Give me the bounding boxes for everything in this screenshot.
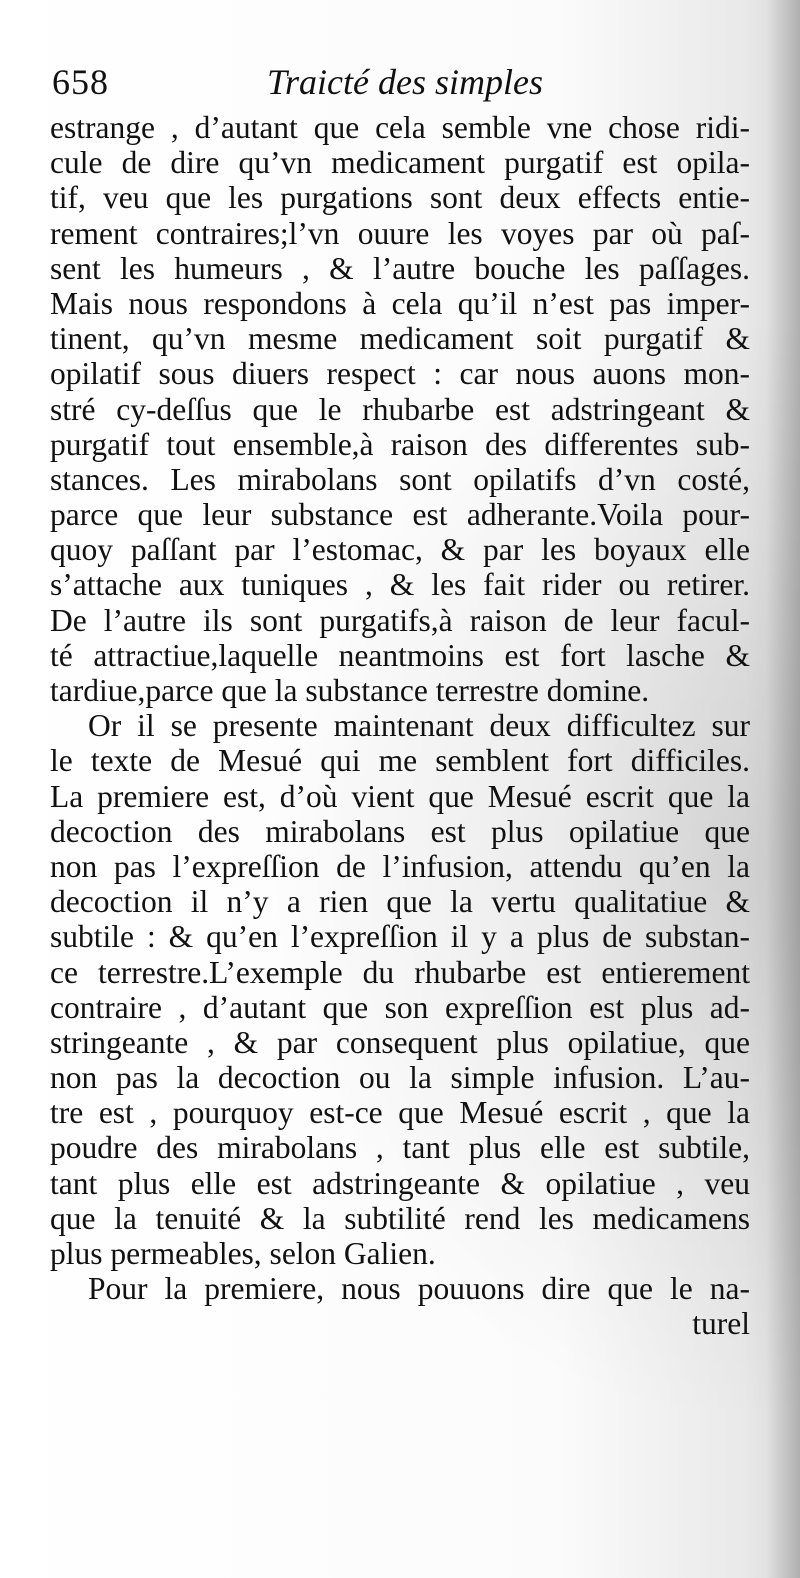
text-line: tardiue,parce que la substance terrestre domine.: [50, 673, 650, 708]
text-line: decoction il n’y a rien que la vertu qualitatiue &: [50, 884, 750, 920]
page-header: [52, 58, 752, 108]
text-line: opilatif sous diuers respect : car nous auons mon-: [50, 356, 750, 392]
running-title: Traicté des simples: [267, 62, 543, 102]
text-line: quoy paſſant par l’estomac, & par les boyaux elle: [50, 532, 750, 568]
text-line: que la tenuité & la subtilité rend les medicamens: [50, 1200, 750, 1236]
text-line: poudre des mirabolans , tant plus elle est subtile,: [50, 1130, 750, 1166]
text-line: Or il se presente maintenant deux difficultez sur: [88, 708, 750, 744]
text-line: La premiere est, d’où vient que Mesué escrit que la: [50, 778, 750, 814]
text-line: plus permeables, selon Galien.: [50, 1236, 436, 1271]
page-number: 658: [52, 62, 109, 102]
text-line: stré cy-deſſus que le rhubarbe est adstringeant &: [50, 391, 750, 427]
text-line: stances. Les mirabolans sont opilatifs d’vn costé,: [50, 461, 750, 497]
text-line: Pour la premiere, nous pouuons dire que le na-: [88, 1271, 750, 1307]
text-line: Mais nous respondons à cela qu’il n’est pas imper-: [50, 285, 750, 321]
text-line: rement contraires;l’vn ouure les voyes par où paſ-: [50, 215, 750, 251]
text-line: De l’autre ils sont purgatifs,à raison de leur facul-: [50, 602, 750, 638]
text-line: té attractiue,laquelle neantmoins est fort lasche &: [50, 637, 750, 673]
text-line: tinent, qu’vn mesme medicament soit purgatif &: [50, 321, 750, 357]
catchword: turel: [692, 1306, 750, 1342]
text-line: subtile : & qu’en l’expreſſion il y a plus de substan-: [50, 919, 750, 955]
text-line: non pas l’expreſſion de l’infusion, attendu qu’en la: [50, 848, 750, 884]
text-line: estrange , d’autant que cela semble vne chose ridi-: [50, 110, 750, 145]
text-line: non pas la decoction ou la simple infusion. L’au-: [50, 1060, 750, 1096]
text-line: le texte de Mesué qui me semblent fort difficiles.: [50, 743, 750, 779]
text-line: tre est , pourquoy est-ce que Mesué escrit , que la: [50, 1095, 750, 1131]
text-line: tif, veu que les purgations sont deux effects entie-: [50, 180, 750, 216]
text-line: ce terrestre.L’exemple du rhubarbe est entierement: [50, 954, 750, 990]
text-line: tant plus elle est adstringeante & opilatiue , veu: [50, 1165, 750, 1201]
text-line: parce que leur substance est adherante.Voila pour-: [50, 497, 750, 533]
text-line: cule de dire qu’vn medicament purgatif est opila-: [50, 145, 750, 181]
text-line: sent les humeurs , & l’autre bouche les paſſages.: [50, 250, 750, 286]
text-line: contraire , d’autant que son expreſſion est plus ad-: [50, 989, 750, 1025]
text-line: purgatif tout ensemble,à raison des differentes sub-: [50, 426, 750, 462]
body-text: [50, 110, 750, 1560]
text-line: s’attache aux tuniques , & les fait rider ou retirer.: [50, 567, 750, 603]
page-gutter-shadow: [766, 0, 800, 1578]
text-line: decoction des mirabolans est plus opilatiue que: [50, 813, 750, 849]
text-line: stringeante , & par consequent plus opilatiue, que: [50, 1024, 750, 1060]
